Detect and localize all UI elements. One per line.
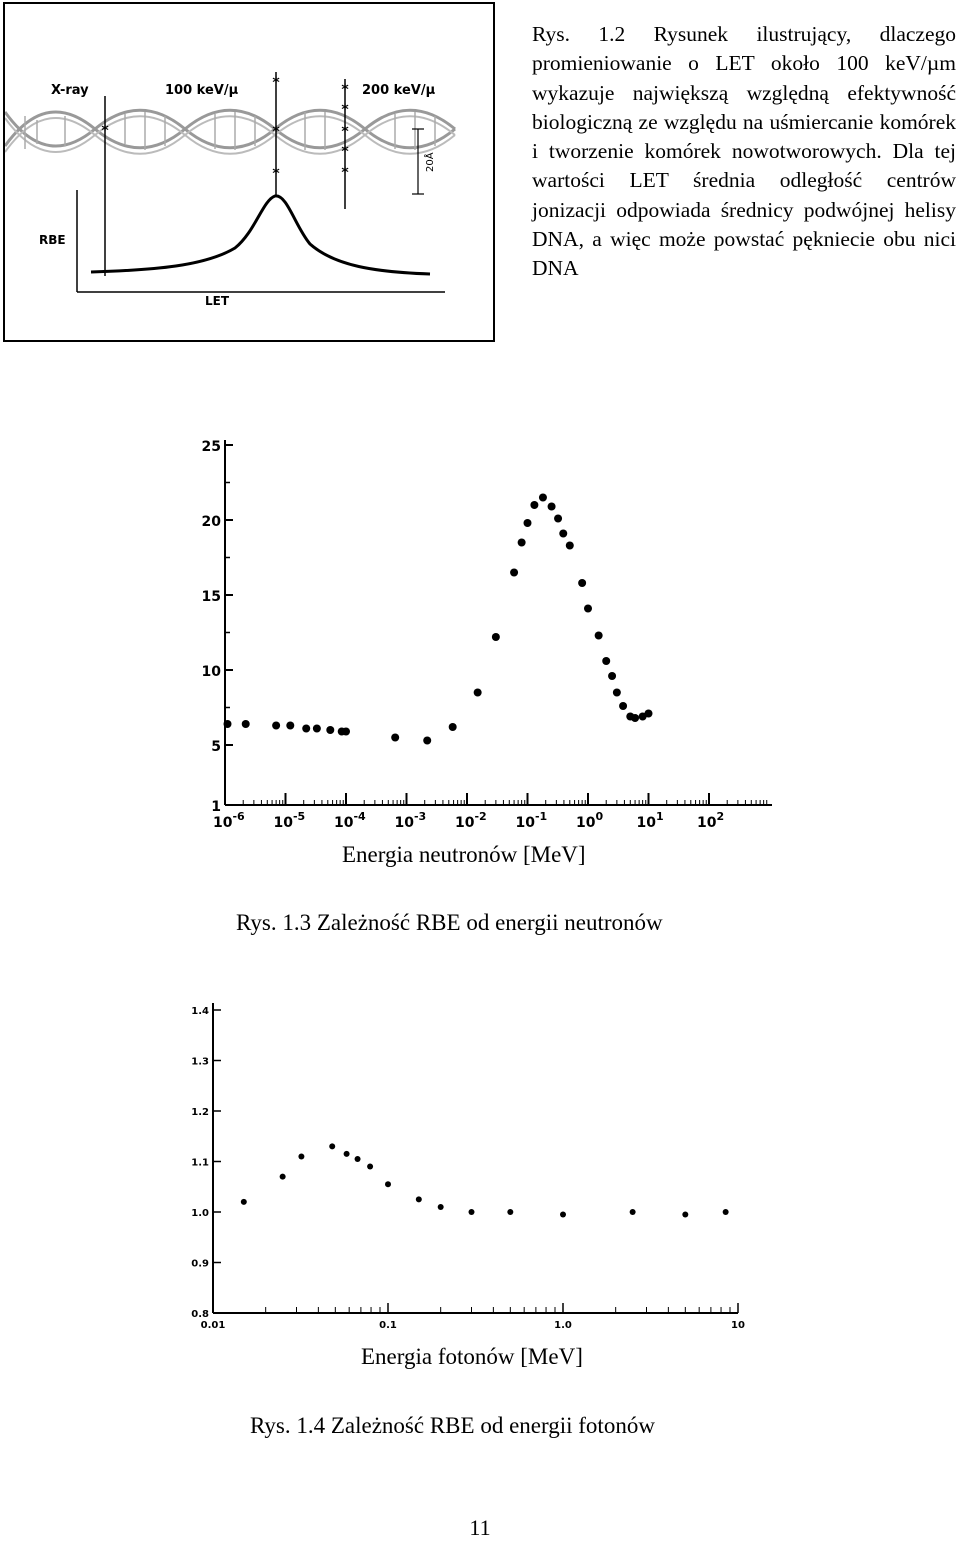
photon-data-point [329, 1143, 335, 1149]
svg-text:*: * [341, 124, 349, 140]
photon-y-tick-label: 1.4 [191, 1006, 209, 1017]
neutron-energy-axis-title: Energia neutronów [MeV] [342, 842, 586, 867]
photon-x-tick-label: 1.0 [554, 1320, 572, 1331]
neutron-x-tick-label: $10^2$ [697, 810, 725, 831]
photon-energy-axis-title: Energia fotonów [MeV] [361, 1344, 583, 1369]
photon-x-tick-label: 10 [731, 1320, 745, 1331]
photon-data-point [355, 1156, 361, 1162]
let-label: LET [205, 294, 230, 308]
photon-y-tick-label: 0.9 [191, 1258, 209, 1270]
neutron-y-tick-label: 15 [201, 589, 221, 605]
neutron-y-tick-label: 25 [201, 439, 221, 455]
neutron-x-tick-label: $10^{-3}$ [394, 810, 427, 831]
photon-data-point [723, 1209, 729, 1215]
neutron-x-tick-label: $10^1$ [636, 810, 664, 831]
svg-text:*: * [341, 102, 349, 118]
svg-text:*: * [272, 124, 280, 140]
photon-y-tick-label: 1.0 [191, 1208, 209, 1219]
photon-data-point [682, 1212, 688, 1218]
photon-data-point [241, 1199, 247, 1205]
neutron-x-tick-label: $10^0$ [576, 810, 604, 831]
neutron-x-tick-label: $10^{-1}$ [515, 810, 548, 831]
svg-text:*: * [341, 165, 349, 181]
neutron-y-tick-label: 5 [211, 739, 221, 755]
photon-data-point [344, 1151, 350, 1157]
neutron-x-tick-label: $10^{-5}$ [273, 810, 306, 831]
photon-data-point [630, 1209, 636, 1215]
photon-data-point [385, 1181, 391, 1187]
svg-text:*: * [272, 166, 280, 182]
svg-text:*: * [341, 144, 349, 160]
angstrom-label: 20Å [425, 152, 436, 172]
photon-x-tick-label: 0.01 [200, 1320, 226, 1331]
figure-1-2-caption: Rys. 1.2 Rysunek ilustrujący, dlaczego promieniowanie o LET około 100 keV/µm wykazuje największą względną efektywność biologiczną ze względu na uśmiercanie komórek i tworzenie komórek nowotworowych. Dla tej wartości LET średnia odległość centrów jonizacji odpowiada średnicy podwójnej helisy DNA, a więc może powstać pękniecie obu nici DNA [532, 22, 956, 281]
photon-y-tick-label: 1.3 [191, 1056, 209, 1068]
neutron-y-tick-label: 10 [201, 664, 221, 680]
photon-y-tick-label: 1.2 [191, 1107, 209, 1118]
figure-1-4-caption: Rys. 1.4 Zależność RBE od energii fotonów [250, 1413, 655, 1438]
photon-data-point [367, 1164, 373, 1170]
photon-data-point [560, 1212, 566, 1218]
figure-1-3-caption: Rys. 1.3 Zależność RBE od energii neutronów [236, 910, 663, 935]
kev100-label: 100 keV/μ [165, 83, 239, 98]
svg-text:*: * [341, 82, 349, 98]
neutron-y-tick-label: 20 [201, 514, 221, 530]
neutron-y-tick-label: 1 [211, 799, 221, 815]
neutron-x-tick-label: $10^{-6}$ [213, 810, 245, 831]
svg-text:*: * [272, 75, 280, 91]
photon-data-point [468, 1209, 474, 1215]
photon-data-point [280, 1174, 286, 1180]
neutron-x-tick-label: $10^{-2}$ [455, 810, 487, 831]
photon-data-point [298, 1153, 304, 1159]
photon-data-point [438, 1204, 444, 1210]
neutron-x-tick-label: $10^{-4}$ [334, 810, 366, 831]
svg-text:*: * [101, 123, 109, 139]
kev200-label: 200 keV/μ [362, 83, 436, 98]
photon-data-point [507, 1209, 513, 1215]
photon-y-tick-label: 0.8 [191, 1309, 209, 1320]
xray-label: X-ray [51, 83, 89, 98]
photon-data-point [416, 1196, 422, 1202]
photon-x-tick-label: 0.1 [379, 1320, 397, 1331]
page-number: 11 [469, 1515, 491, 1540]
photon-y-tick-label: 1.1 [191, 1157, 209, 1169]
rbe-label: RBE [39, 233, 66, 247]
